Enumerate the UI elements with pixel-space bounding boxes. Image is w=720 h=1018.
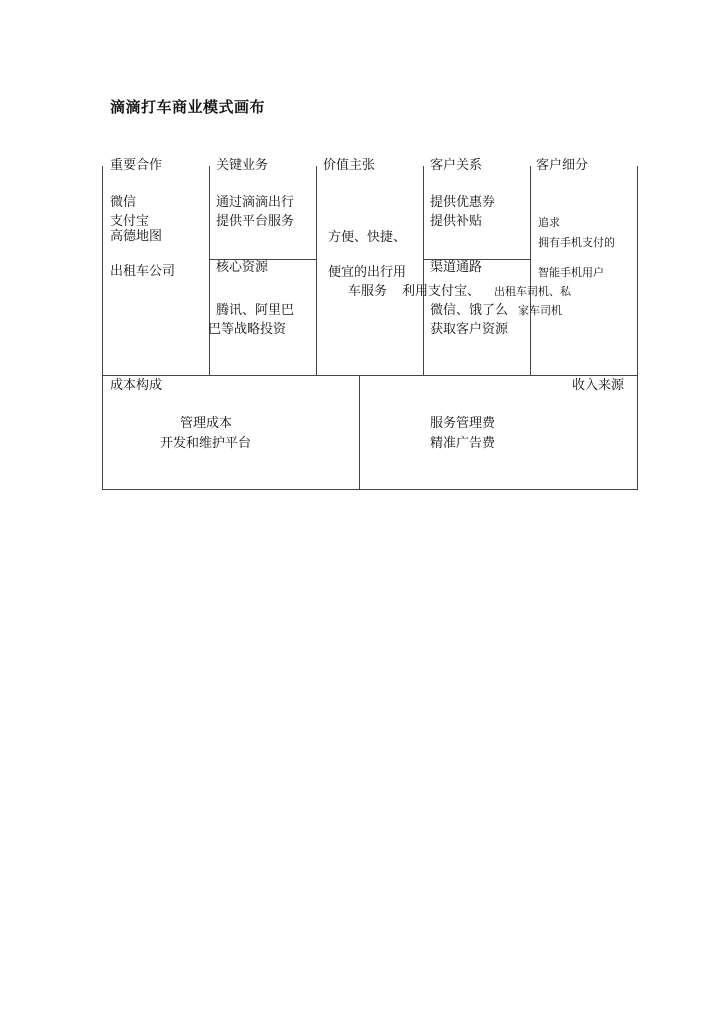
divider — [359, 375, 360, 490]
customer-segments-text: 智能手机用户 — [538, 266, 604, 279]
divider — [530, 166, 531, 376]
divider — [637, 166, 638, 490]
channels-header: 渠道通路 — [430, 260, 483, 275]
cost-structure-text: 开发和维护平台 — [160, 436, 252, 451]
divider — [209, 166, 210, 376]
key-partner-item: 高德地图 — [110, 229, 163, 244]
customer-relationships-text: 提供补贴 — [430, 214, 483, 229]
customer-segments-header: 客户细分 — [536, 158, 589, 173]
key-partner-item: 支付宝 — [110, 214, 150, 229]
business-model-canvas — [102, 158, 638, 490]
revenue-streams-text: 服务管理费 — [430, 416, 496, 431]
key-activities-header: 关键业务 — [216, 158, 269, 173]
key-resources-header: 核心资源 — [216, 260, 269, 275]
divider — [102, 489, 638, 490]
value-propositions-header: 价值主张 — [323, 158, 376, 173]
key-activities-text: 通过滴滴出行 — [216, 195, 295, 210]
key-resources-text: 巴等战略投资 — [208, 322, 287, 337]
revenue-streams-text: 精准广告费 — [430, 436, 496, 451]
divider — [102, 166, 103, 490]
value-propositions-text: 方便、快捷、 — [328, 230, 407, 245]
customer-segments-text: 追求 — [538, 216, 560, 229]
value-propositions-text: 便宜的出行用 — [328, 265, 407, 280]
customer-segments-text: 出租车司机、私 — [494, 285, 571, 298]
key-partner-item: 微信 — [110, 195, 137, 210]
customer-relationships-text: 提供优惠券 — [430, 195, 496, 210]
customer-segments-text: 拥有手机支付的 — [538, 236, 615, 249]
page-title: 滴滴打车商业模式画布 — [110, 98, 266, 116]
channels-text: 利用支付宝、 — [402, 284, 481, 299]
divider — [423, 166, 424, 376]
channels-text: 获取客户资源 — [430, 322, 509, 337]
key-resources-text: 腾讯、阿里巴 — [216, 303, 295, 318]
channels-text: 微信、饿了么 — [430, 303, 509, 318]
customer-relationships-header: 客户关系 — [430, 158, 483, 173]
key-partner-item: 出租车公司 — [110, 264, 176, 279]
key-partners-header: 重要合作 — [110, 158, 163, 173]
cost-structure-header: 成本构成 — [110, 378, 163, 393]
divider — [102, 375, 638, 376]
key-activities-text: 提供平台服务 — [216, 214, 295, 229]
divider — [316, 166, 317, 376]
value-propositions-text: 车服务 — [348, 284, 388, 299]
revenue-streams-header: 收入来源 — [572, 378, 625, 393]
cost-structure-text: 管理成本 — [180, 416, 233, 431]
customer-segments-text: 家车司机 — [518, 304, 562, 317]
